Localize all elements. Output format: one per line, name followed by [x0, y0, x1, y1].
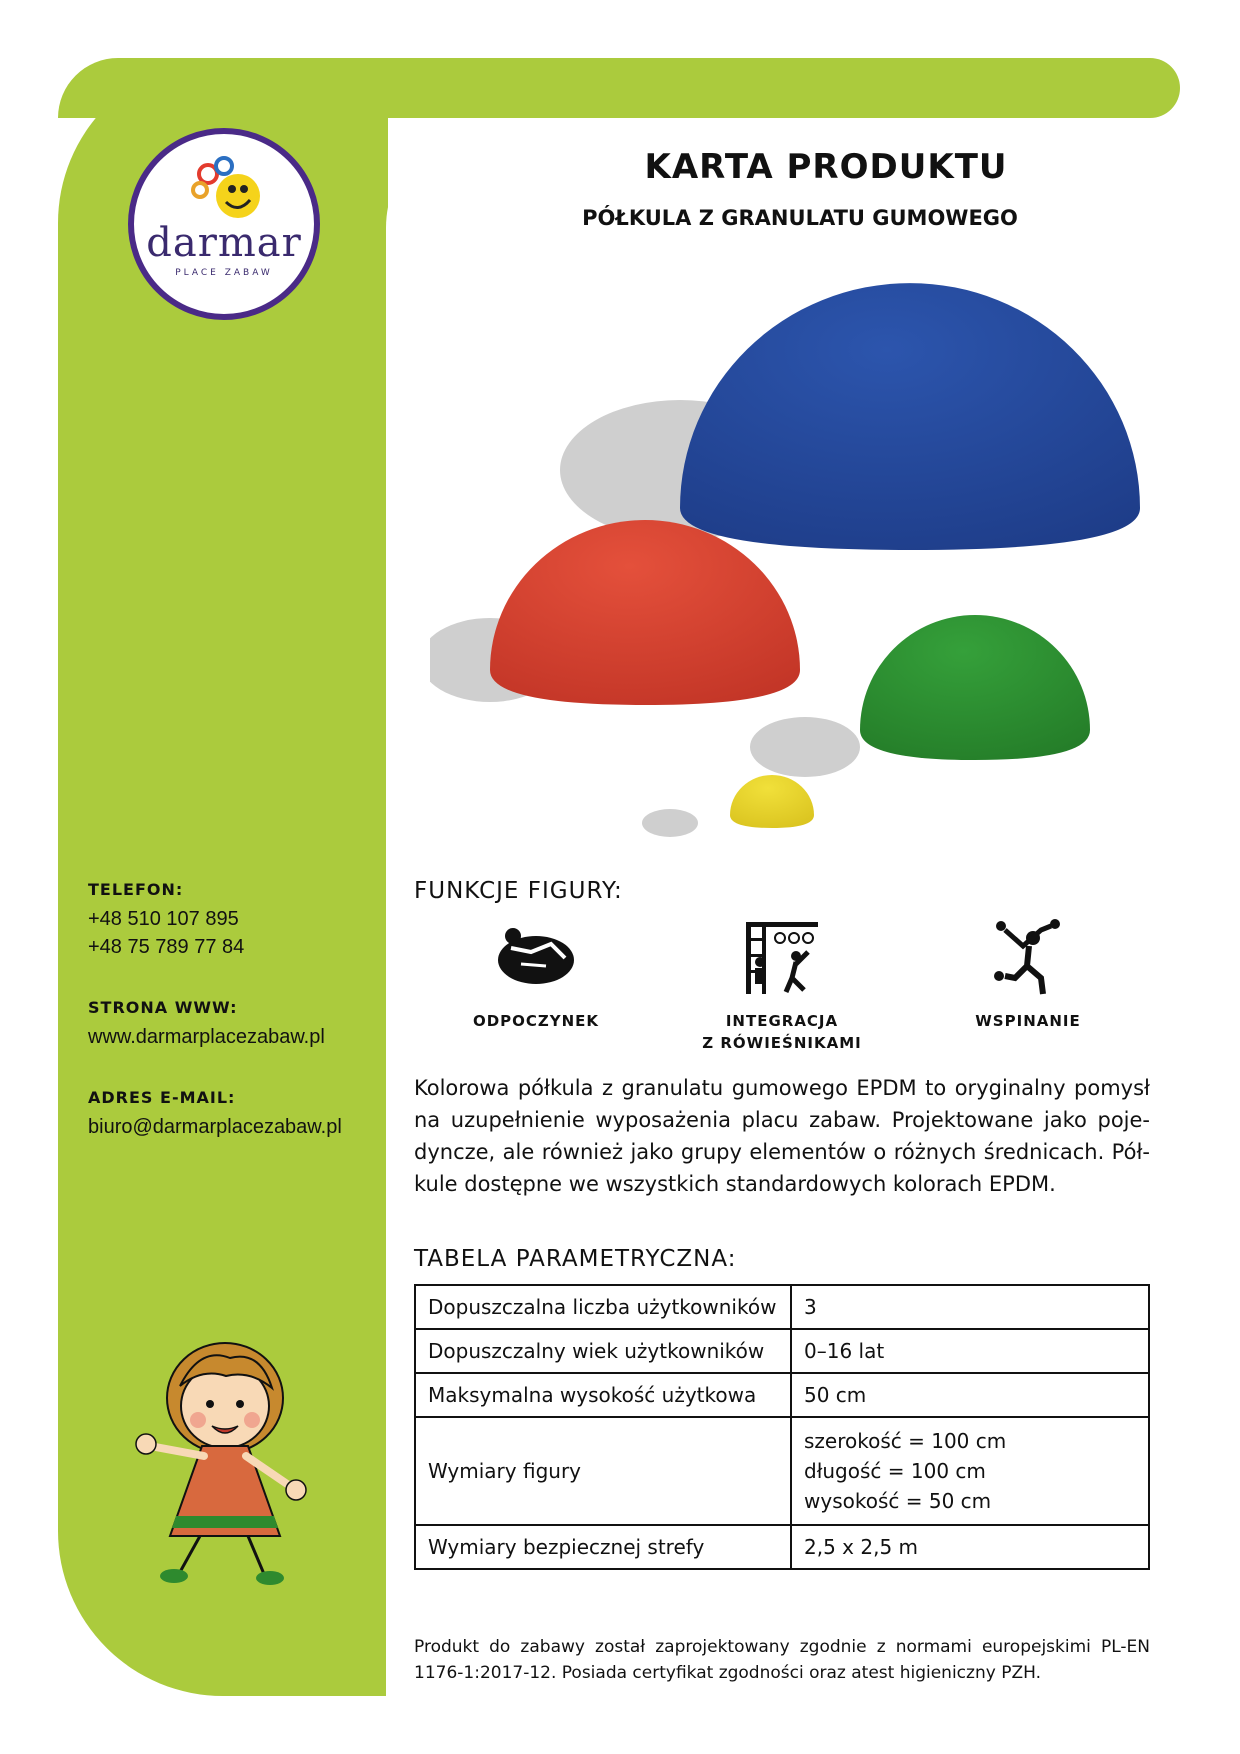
param-value: szerokość = 100 cm długość = 100 cm wysokość = 50 cm — [791, 1417, 1149, 1525]
email-link[interactable]: biuro@darmarplacezabaw.pl — [88, 1116, 342, 1138]
brand-logo — [128, 128, 320, 320]
function-resting-label: ODPOCZYNEK — [472, 1012, 600, 1030]
param-key: Wymiary figury — [415, 1417, 791, 1525]
child-mascot-icon — [130, 1336, 320, 1586]
param-key: Wymiary bezpiecznej strefy — [415, 1525, 791, 1569]
page-subtitle: PÓŁKULA Z GRANULATU GUMOWEGO — [582, 206, 1018, 230]
param-value: 50 cm — [791, 1373, 1149, 1417]
function-climbing — [918, 918, 1138, 1002]
param-value: 2,5 x 2,5 m — [791, 1525, 1149, 1569]
parameters-table — [414, 1284, 1150, 1570]
param-key: Dopuszczalny wiek użytkowników — [415, 1329, 791, 1373]
functions-heading: FUNKCJE FIGURY: — [414, 878, 623, 904]
shadow-green — [750, 717, 860, 777]
green-top-bar — [58, 58, 1180, 118]
param-key: Maksymalna wysokość użytkowa — [415, 1373, 791, 1417]
function-integration — [672, 918, 892, 1002]
brand-tagline: PLACE ZABAW — [175, 268, 273, 278]
logo-face-icon — [186, 156, 276, 226]
phone-2[interactable]: +48 75 789 77 84 — [88, 936, 245, 958]
page-title: KARTA PRODUKTU — [644, 147, 1008, 187]
www-link[interactable]: www.darmarplacezabaw.pl — [88, 1026, 325, 1048]
product-description: Kolorowa półkula z granulatu gumowego EPDM to oryginalny pomysł na uzupełnienie wyposażenia placu zabaw. Projektowane jako poje-dyncze, ale również jako grupy elementów o różnych średnicach. Pół-kule dostępne we wszystkich standardowych kolorach EPDM. — [414, 1076, 1150, 1196]
function-resting — [426, 918, 646, 992]
table-row — [415, 1417, 1149, 1525]
contact-www — [88, 998, 388, 1051]
climbing-person-icon — [993, 918, 1063, 998]
function-climbing-label: WSPINANIE — [975, 1012, 1081, 1030]
playground-frame-icon — [742, 918, 822, 998]
brand-name: darmar — [146, 220, 302, 266]
shadow-yellow — [642, 809, 698, 837]
table-heading: TABELA PARAMETRYCZNA: — [414, 1246, 737, 1272]
contact-phone — [88, 880, 388, 961]
hemispheres-illustration — [430, 280, 1150, 840]
resting-person-icon — [491, 918, 581, 988]
green-hemisphere — [860, 615, 1090, 760]
param-value: 0–16 lat — [791, 1329, 1149, 1373]
table-row — [415, 1525, 1149, 1569]
certification-note: Produkt do zabawy został zaprojektowany zgodnie z normami europejskimi PL-EN 1176-1:2017-12. Posiada certyfikat zgodności oraz atest higieniczny PZH. — [414, 1637, 1150, 1683]
red-hemisphere — [490, 520, 800, 705]
phone-label: TELEFON: — [88, 880, 184, 899]
param-key: Dopuszczalna liczba użytkowników — [415, 1285, 791, 1329]
table-row — [415, 1329, 1149, 1373]
table-row — [415, 1373, 1149, 1417]
blue-hemisphere — [680, 283, 1140, 550]
table-row — [415, 1285, 1149, 1329]
contact-email — [88, 1088, 388, 1141]
email-label: ADRES E-MAIL: — [88, 1088, 236, 1107]
phone-1[interactable]: +48 510 107 895 — [88, 908, 239, 930]
param-value: 3 — [791, 1285, 1149, 1329]
function-integration-label: INTEGRACJA Z RÓWIEŚNIKAMI — [702, 1012, 862, 1052]
www-label: STRONA WWW: — [88, 998, 238, 1017]
yellow-hemisphere — [730, 775, 814, 828]
